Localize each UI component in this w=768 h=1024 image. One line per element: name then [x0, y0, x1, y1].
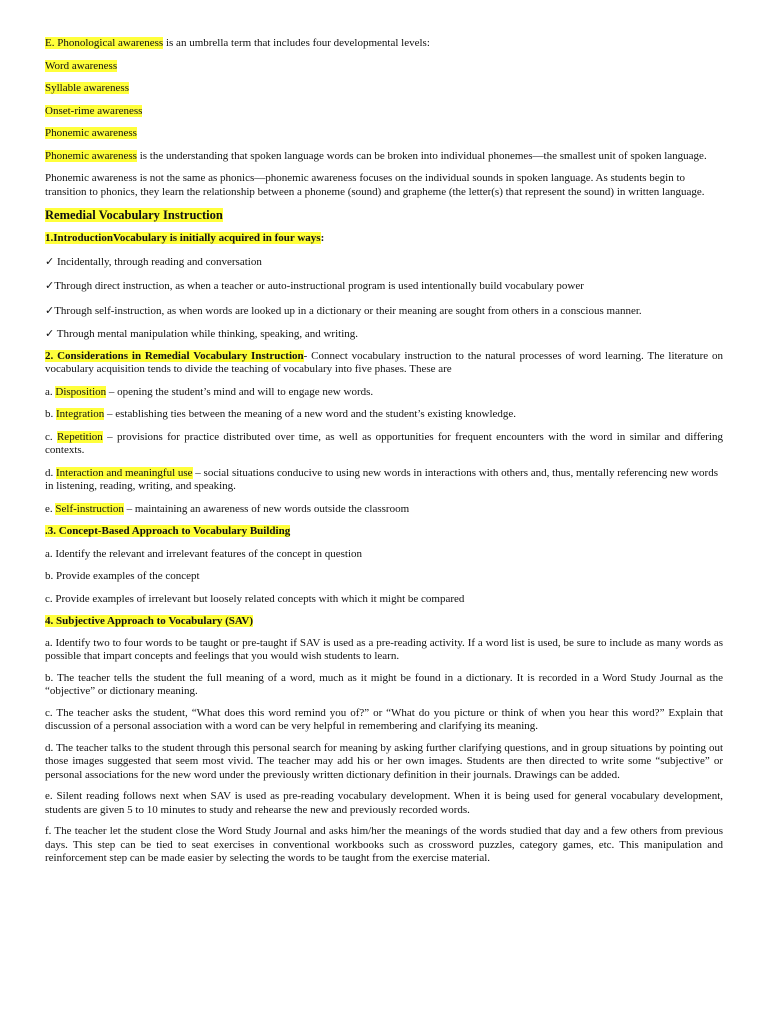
subjective-item: a. Identify two to four words to be taught or pre-taught if SAV is used as a pre-reading activity. If a word list is used, be sure to include as many words as possible that impart concepts and feelings that you would wish students to learn.	[45, 636, 723, 662]
way-item: ✓ Through mental manipulation while thinking, speaking, and writing.	[45, 328, 358, 340]
considerations-paragraph	[45, 350, 723, 377]
phonemic-definition	[45, 150, 723, 164]
level-label: Onset-rime awareness	[45, 104, 143, 117]
phase-term: Self-instruction	[55, 502, 124, 515]
introduction-colon: :	[320, 232, 325, 244]
concept-item: c. Provide examples of irrelevant but loosely related concepts with which it might be compared	[45, 592, 465, 605]
phase-item	[45, 503, 723, 517]
phonemic-definition-text: is the understanding that spoken language words can be broken into individual phonemes—the smallest unit of spoken language.	[136, 149, 707, 162]
considerations-heading: 2. Considerations in Remedial Vocabulary Instruction	[45, 349, 304, 362]
phase-text: – establishing ties between the meaning of a new word and the student’s existing knowledge.	[104, 408, 517, 420]
subjective-item: f. The teacher let the student close the Word Study Journal and asks him/her the meanings of the words studied that day and a few others from previous days. This step can be tied to seat exercises in conventional workbooks such as crossword puzzles, category games, etc. This manipulation and reinforcement step can be made easier by selecting the words to be taught from the exercise material.	[45, 825, 723, 864]
phase-term: Interaction and meaningful use	[56, 466, 193, 479]
phonological-intro	[45, 37, 723, 51]
concept-item: b. Provide examples of the concept	[45, 570, 200, 582]
way-item: ✓ Incidentally, through reading and conversation	[45, 255, 262, 268]
phase-text: – maintaining an awareness of new words outside the classroom	[123, 502, 410, 515]
concept-heading-text: .3. Concept-Based Approach to Vocabulary Building	[45, 525, 291, 537]
phase-prefix: a.	[45, 385, 56, 398]
subjective-item: c. The teacher asks the student, “What does this word remind you of?” or “What do you picture or think of when you hear this word?” Explain that discussion of a personal association with a word can be very helpful in remembering and clarifying its meaning.	[45, 706, 723, 732]
considerations-text: - Connect vocabulary instruction to the natural processes of word learning. The literature on vocabulary acquisition tends to divide the teaching of vocabulary into five phases. These are	[45, 349, 723, 375]
level-item	[45, 127, 723, 141]
phase-item	[45, 467, 723, 494]
phase-text: – provisions for practice distributed over time, as well as opportunities for frequent encounters with the word in similar and differing contexts.	[45, 430, 723, 456]
level-item	[45, 82, 723, 96]
phase-term: Disposition	[55, 385, 107, 398]
phase-prefix: b.	[45, 408, 56, 420]
concept-heading	[45, 525, 723, 539]
level-label: Word awareness	[45, 59, 118, 72]
phonemic-term: Phonemic awareness	[45, 149, 137, 162]
phase-term: Repetition	[56, 430, 103, 443]
level-label: Phonemic awareness	[45, 127, 137, 139]
level-item	[45, 105, 723, 119]
remedial-heading-text: Remedial Vocabulary Instruction	[45, 208, 223, 222]
phonological-intro-text: is an umbrella term that includes four developmental levels:	[163, 37, 430, 49]
way-item: ✓Through self-instruction, as when words are looked up in a dictionary or their meaning are sought from others in a conscious manner.	[45, 304, 642, 317]
level-label: Syllable awareness	[45, 82, 129, 94]
subjective-heading-text: 4. Subjective Approach to Vocabulary (SAV)	[45, 615, 254, 627]
subjective-item: b. The teacher tells the student the full meaning of a word, much as it might be found in a dictionary. It is recorded in a Word Study Journal as the “objective” or dictionary meaning.	[45, 671, 723, 697]
phase-item	[45, 386, 723, 400]
subjective-item: d. The teacher talks to the student through this personal search for meaning by asking further clarifying questions, and in group situations by pointing out those images suggested that seem most vivid. The teacher may add his or her own images. Students are then directed to write some “subjective” or personal associations for the new word under the previously written dictionary definition in their journals. Drawings can be added.	[45, 741, 723, 781]
phase-text: – opening the student’s mind and will to engage new words.	[106, 385, 374, 398]
remedial-heading	[45, 208, 723, 223]
phase-item	[45, 431, 723, 458]
introduction-subheading	[45, 232, 723, 246]
phase-prefix: c.	[45, 430, 57, 443]
concept-item: a. Identify the relevant and irrelevant features of the concept in question	[45, 547, 363, 560]
phonics-paragraph: Phonemic awareness is not the same as phonics—phonemic awareness focuses on the individual sounds in spoken language. As students begin to transition to phonics, they learn the relationship between a phoneme (sound) and grapheme (the letter(s) that represent the sound) in written language.	[45, 172, 705, 198]
introduction-subheading-text: 1.IntroductionVocabulary is initially acquired in four ways	[45, 232, 321, 244]
subjective-item: e. Silent reading follows next when SAV is used as pre-reading vocabulary development. When it is being used for general vocabulary development, students are given 5 to 10 minutes to study and rehearse the new and previously recorded words.	[45, 790, 723, 816]
phase-term: Integration	[56, 408, 105, 420]
phase-text: – social situations conducive to using new words in interactions with others and, thus, mentally referencing new words in listening, reading, writing, and speaking.	[45, 466, 718, 492]
phase-item	[45, 408, 723, 422]
subjective-heading	[45, 615, 723, 629]
phonological-term: E. Phonological awareness	[45, 37, 164, 49]
level-item	[45, 60, 723, 74]
phase-prefix: d.	[45, 466, 56, 479]
way-item: ✓Through direct instruction, as when a teacher or auto-instructional program is used intentionally build vocabulary power	[45, 280, 584, 292]
phase-prefix: e.	[45, 502, 56, 515]
